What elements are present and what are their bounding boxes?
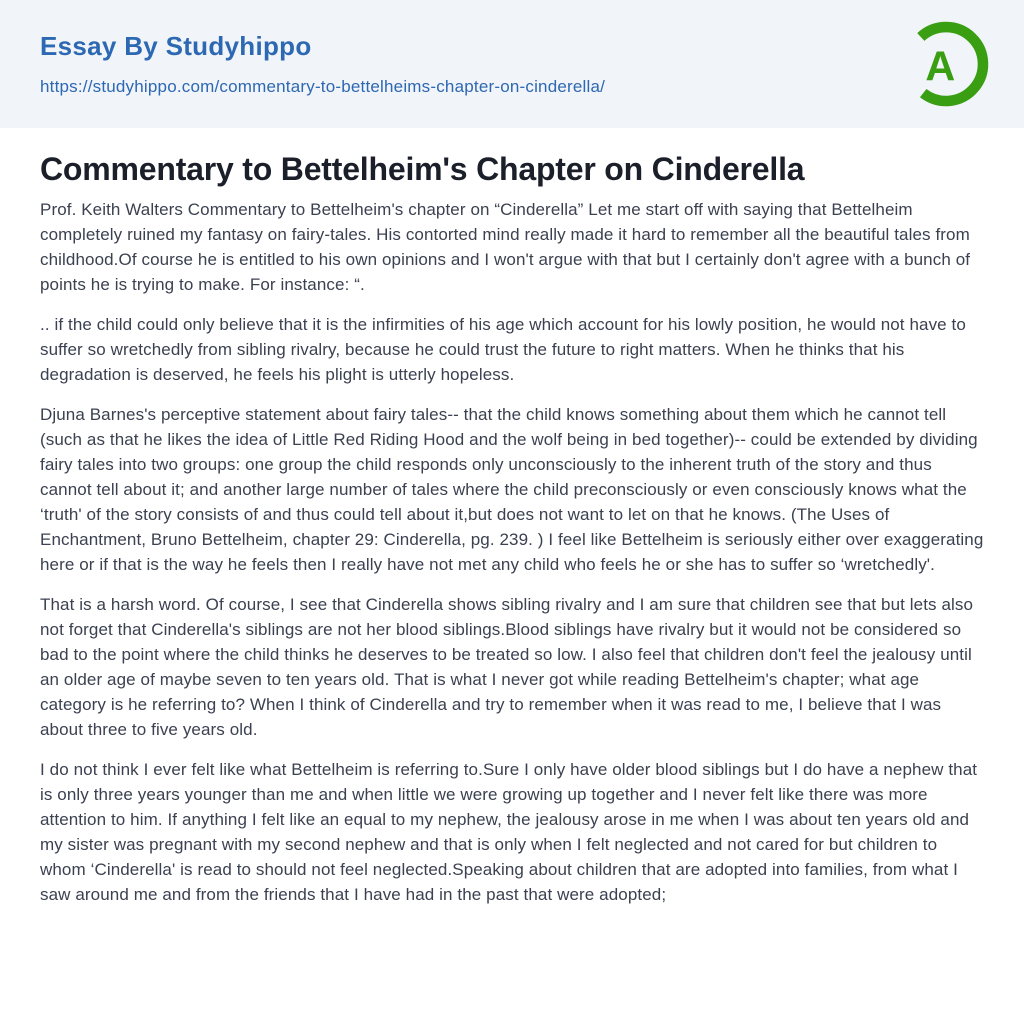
essay-paragraph: .. if the child could only believe that it is the infirmities of his age which account for his lowly position, he would not have to suffer so wretchedly from sibling rivalry, because he could trust the future to right matters. When he thinks that his degradation is deserved, he feels his plight is utterly hopeless. xyxy=(40,315,966,384)
header-text-block xyxy=(40,31,605,97)
studyhippo-logo-icon xyxy=(902,20,990,108)
essay-paragraph: I do not think I ever felt like what Bettelheim is referring to.Sure I only have older blood siblings but I do have a nephew that is only three years younger than me and when little we were growing up together and I never felt like there was more attention to him. If anything I felt like an equal to my nephew, the jealousy arose in me when I was about ten years old and my sister was pregnant with my second nephew and that is only when I felt neglected and not cared for but children to whom ‘Cinderella' is read to should not feel neglected.Speaking about children that are adopted into families, from what I saw around me and from the friends that I have had in the past that were adopted; xyxy=(40,760,978,904)
logo-letter: A xyxy=(925,43,956,90)
essay-url-link[interactable]: https://studyhippo.com/commentary-to-bettelheims-chapter-on-cinderella/ xyxy=(40,77,606,96)
essay-content xyxy=(0,150,1024,907)
essay-paragraph: That is a harsh word. Of course, I see that Cinderella shows sibling rivalry and I am sure that children see that but lets also not forget that Cinderella's siblings are not her blood siblings.Blood siblings have rivalry but it would not be considered so bad to the point where the child thinks he deserves to be treated so low. I also feel that children don't feel the jealousy until an older age of maybe seven to ten years old. That is what I never got while reading Bettelheim's chapter; what age category is he referring to? When I think of Cinderella and try to remember when it was read to me, I believe that I was about three to five years old. xyxy=(40,595,974,739)
essay-paragraph: Djuna Barnes's perceptive statement about fairy tales-- that the child knows something about them which he cannot tell (such as that he likes the idea of Little Red Riding Hood and the wolf being in bed together)-- could be extended by dividing fairy tales into two groups: one group the child responds only unconsciously to the inherent truth of the story and thus cannot tell about it; and another large number of tales where the child preconsciously or even consciously knows what the ‘truth' of the story consists of and thus could tell about it,but does not want to let on that he knows. (The Uses of Enchantment, Bruno Bettelheim, chapter 29: Cinderella, pg. 239. ) I feel like Bettelheim is seriously either over exaggerating here or if that is the way he feels then I really have not met any child who feels he or she has to suffer so ‘wretchedly'. xyxy=(40,405,984,574)
essay-title: Commentary to Bettelheim's Chapter on Cinderella xyxy=(40,151,805,187)
essay-body xyxy=(40,197,984,907)
essay-byline: Essay By Studyhippo xyxy=(40,31,312,61)
ring-logo-icon xyxy=(902,20,990,108)
site-header xyxy=(0,0,1024,128)
essay-paragraph: Prof. Keith Walters Commentary to Bettelheim's chapter on “Cinderella” Let me start off with saying that Bettelheim completely ruined my fantasy on fairy-tales. His contorted mind really made it hard to remember all the beautiful tales from childhood.Of course he is entitled to his own opinions and I won't argue with that but I certainly don't agree with a bunch of points he is trying to make. For instance: “. xyxy=(40,200,971,294)
